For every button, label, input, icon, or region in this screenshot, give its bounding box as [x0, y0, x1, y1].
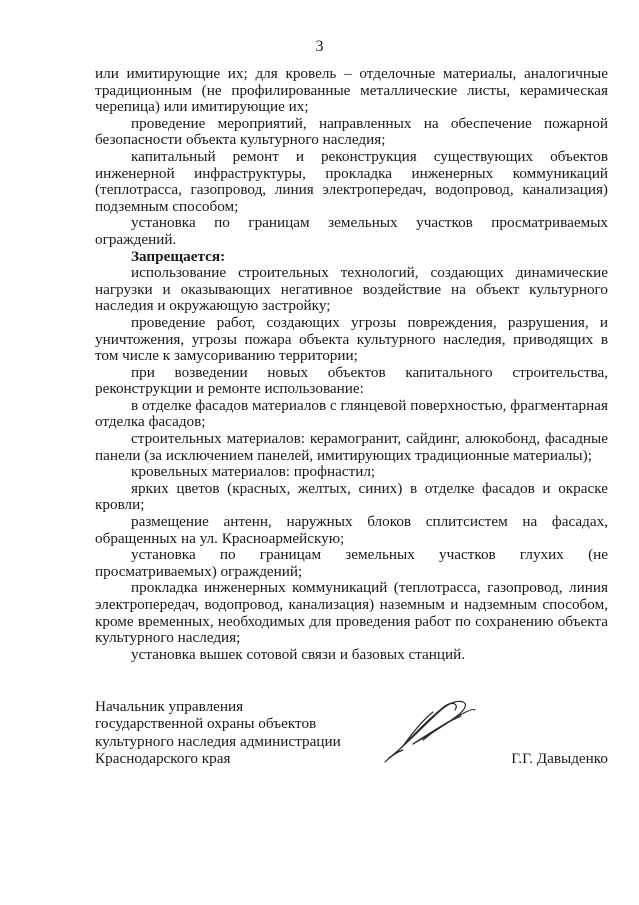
handwritten-signature-icon: [383, 696, 478, 766]
paragraph: или имитирующие их; для кровель – отделочные материалы, аналогичные традиционным (не профилированные металлические листы, керамическая черепица) или имитирующие их;: [95, 65, 608, 116]
position-line: государственной охраны объектов: [95, 715, 317, 733]
paragraph: строительных материалов: керамогранит, сайдинг, алюкобонд, фасадные панели (за исключением панелей, имитирующих традиционные материалы);: [95, 430, 608, 464]
paragraph: установка по границам земельных участков глухих (не просматриваемых) ограждений;: [95, 546, 608, 580]
paragraph: установка по границам земельных участков просматриваемых ограждений.: [95, 214, 608, 248]
paragraph: капитальный ремонт и реконструкция существующих объектов инженерной инфраструктуры, прокладка инженерных коммуникаций (теплотрасса, газопровод, линия электропередач, водопровод, канализация) подземным способом;: [95, 147, 608, 215]
section-heading: Запрещается:: [131, 247, 226, 265]
position-line: Начальник управления: [95, 698, 244, 715]
paragraph: при возведении новых объектов капитального строительства, реконструкции и ремонте использование:: [95, 363, 608, 398]
document-body: [95, 66, 608, 663]
position-line: Краснодарского края: [95, 750, 231, 768]
paragraph: в отделке фасадов материалов с глянцевой поверхностью, фрагментарная отделка фасадов;: [95, 396, 608, 431]
paragraph: прокладка инженерных коммуникаций (теплотрасса, газопровод, линия электропередач, водопровод, канализация) наземным и надземным способом, кроме временных, необходимых для проведения работ по сохранению объекта культурного наследия;: [95, 579, 608, 647]
paragraph: проведение мероприятий, направленных на обеспечение пожарной безопасности объекта культурного наследия;: [95, 114, 608, 149]
paragraph: проведение работ, создающих угрозы повреждения, разрушения, и уничтожения, угрозы пожара объекта культурного наследия, приводящих в том числе к замусориванию территории;: [95, 313, 608, 365]
paragraph: ярких цветов (красных, желтых, синих) в отделке фасадов и окраске кровли;: [95, 479, 608, 514]
paragraph: установка вышек сотовой связи и базовых станций.: [131, 645, 466, 663]
paragraph: использование строительных технологий, создающих динамические нагрузки и оказывающих негативное воздействие на объект культурного наследия и окружающую застройку;: [95, 264, 608, 315]
signature-block: [95, 698, 608, 778]
signer-name: Г.Г. Давыденко: [511, 750, 608, 767]
signer-position: [95, 698, 341, 768]
paragraph: кровельных материалов: профнастил;: [131, 463, 376, 481]
position-line: культурного наследия администрации: [95, 732, 341, 750]
page-number: 3: [315, 38, 324, 55]
paragraph: размещение антенн, наружных блоков сплитсистем на фасадах, обращенных на ул. Красноармейскую;: [95, 513, 608, 547]
